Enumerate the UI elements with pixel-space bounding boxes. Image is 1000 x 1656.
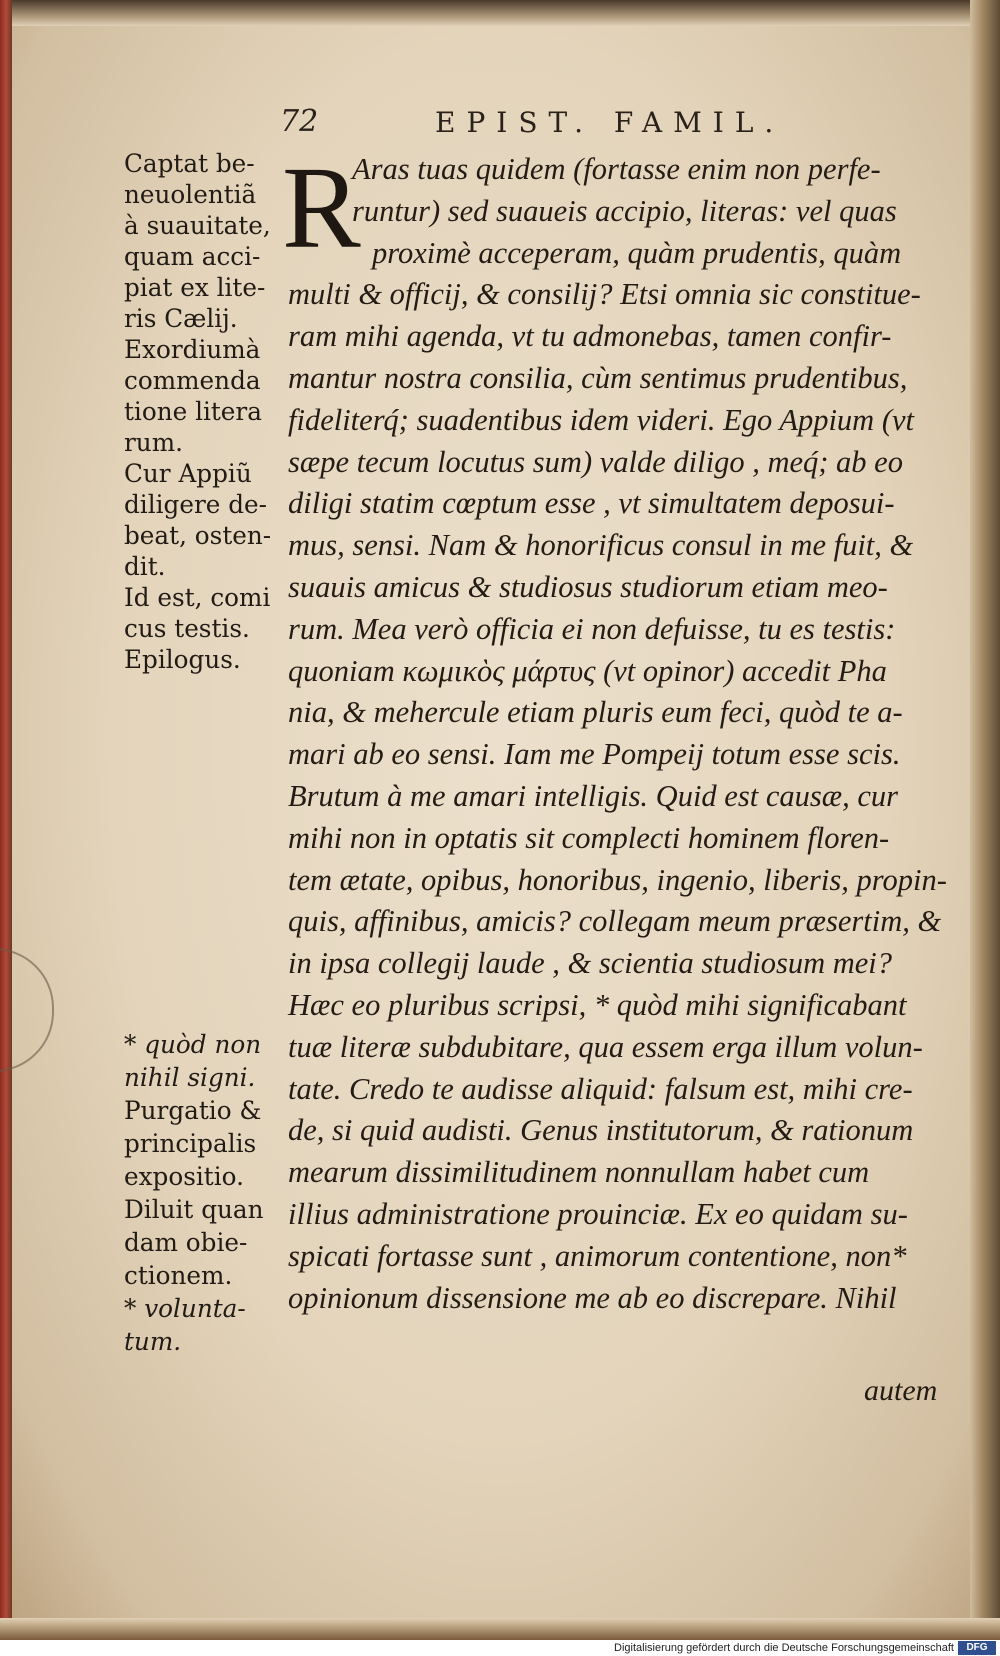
text-line: runtur) sed suaueis accipio, literas: vel quas bbox=[352, 193, 897, 228]
page-number: 72 bbox=[280, 104, 319, 139]
text-line: Hæc eo pluribus scripsi, * quòd mihi significabant bbox=[288, 988, 907, 1022]
page-clasp-shadow bbox=[0, 948, 54, 1072]
marginal-note-line: Cur Appiũ bbox=[124, 459, 252, 488]
marginal-note-line: piat ex lite- bbox=[124, 273, 266, 302]
text-line: sæpe tecum locutus sum) valde diligo , meq́; ab eo bbox=[288, 444, 903, 479]
text-line: rum. Mea verò officia ei non defuisse, tu es testis: bbox=[288, 611, 896, 646]
catchword: autem bbox=[864, 1374, 938, 1407]
marginal-note-line: ris Cælij. bbox=[124, 304, 238, 333]
marginal-note-line: neuolentiã bbox=[124, 180, 257, 209]
marginal-note-line: principalis bbox=[124, 1129, 257, 1158]
text-line: mari ab eo sensi. Iam me Pompeij totum esse scis. bbox=[288, 737, 901, 772]
marginal-note-line: cus testis. bbox=[124, 614, 250, 643]
text-line: de, si quid audisti. Genus institutorum, & rationum bbox=[288, 1113, 914, 1148]
text-line: opinionum dissensione me ab eo discrepare. Nihil bbox=[288, 1280, 897, 1315]
marginal-note-line: * quòd non bbox=[124, 1030, 262, 1059]
text-line: ram mihi agenda, vt tu admonebas, tamen confir- bbox=[288, 319, 892, 354]
marginal-note-line: Purgatio & bbox=[124, 1096, 262, 1125]
marginal-note-line: tione litera bbox=[124, 397, 262, 426]
dfg-logo-icon: DFG bbox=[958, 1641, 996, 1655]
page-bottom-edge bbox=[0, 1618, 1000, 1640]
marginal-note-line: tum. bbox=[124, 1327, 182, 1356]
text-line: in ipsa collegij laude , & scientia studiosum mei? bbox=[288, 946, 893, 981]
marginal-note-line: expositio. bbox=[124, 1162, 244, 1191]
text-line: tate. Credo te audisse aliquid: falsum est, mihi cre- bbox=[288, 1071, 913, 1106]
text-line: tuæ literæ subdubitare, qua essem erga illum volun- bbox=[288, 1029, 923, 1064]
text-line: multi & officij, & consilij? Etsi omnia sic constitue- bbox=[288, 277, 921, 312]
text-line: suauis amicus & studiosus studiorum etiam meo- bbox=[288, 570, 888, 604]
text-line: mus, sensi. Nam & honorificus consul in me fuit, & bbox=[288, 528, 914, 563]
marginal-note-line: Diluit quan bbox=[124, 1195, 264, 1224]
marginal-note-line: Captat be- bbox=[124, 149, 255, 178]
marginal-note-line: quam acci- bbox=[124, 242, 261, 271]
text-line: tem ætate, opibus, honoribus, ingenio, liberis, propin- bbox=[288, 862, 947, 897]
text-line: illius administratione prouinciæ. Ex eo quidam su- bbox=[288, 1197, 908, 1231]
page-fore-edge bbox=[970, 0, 1000, 1640]
marginal-note-line: beat, osten- bbox=[124, 521, 272, 550]
marginal-note-line: nihil signi. bbox=[124, 1063, 256, 1092]
marginal-note-line: * volunta- bbox=[124, 1294, 246, 1323]
page-top-edge bbox=[0, 0, 1000, 26]
marginal-note-line: à suauitate, bbox=[124, 211, 271, 240]
marginal-note-line: rum. bbox=[124, 428, 184, 457]
marginal-note-line: Id est, comi bbox=[124, 583, 271, 612]
text-line: Brutum à me amari intelligis. Quid est causæ, cur bbox=[288, 779, 898, 813]
marginal-note-line: dit. bbox=[124, 552, 166, 581]
text-line: quoniam κωμικὸς μάρτυς (vt opinor) accedit Pha bbox=[288, 653, 887, 688]
marginal-note-line: dam obie- bbox=[124, 1228, 248, 1257]
text-line: mihi non in optatis sit complecti hominem floren- bbox=[288, 820, 890, 855]
text-line: diligi statim cœptum esse , vt simultatem deposui- bbox=[288, 486, 895, 521]
text-line: mearum dissimilitudinem nonnullam habet cum bbox=[288, 1155, 870, 1190]
marginal-note-line: Exordiumà bbox=[124, 335, 261, 364]
running-header bbox=[280, 104, 880, 154]
page-binding-edge bbox=[0, 0, 12, 1640]
text-line: nia, & mehercule etiam pluris eum feci, quòd te a- bbox=[288, 695, 903, 730]
text-line: proximè acceperam, quàm prudentis, quàm bbox=[372, 235, 902, 270]
marginal-note-line: commenda bbox=[124, 366, 261, 395]
marginal-note-line: ctionem. bbox=[124, 1261, 233, 1290]
drop-capital: R bbox=[282, 142, 361, 273]
text-line: fideliterq́; suadentibus idem videri. Ego Appium (vt bbox=[288, 402, 914, 437]
text-line: quis, affinibus, amicis? collegam meum præsertim, & bbox=[288, 904, 942, 939]
text-line: spicati fortasse sunt , animorum contentione, non* bbox=[288, 1238, 907, 1273]
text-line: Aras tuas quidem (fortasse enim non perfe- bbox=[352, 152, 881, 186]
marginal-notes-bottom bbox=[124, 1028, 284, 1358]
text-line: mantur nostra consilia, cùm sentimus prudentibus, bbox=[288, 361, 908, 395]
running-head-title: EPIST. FAMIL. bbox=[435, 106, 785, 139]
marginal-note-line: Epilogus. bbox=[124, 645, 241, 674]
marginal-notes-top bbox=[124, 148, 284, 675]
marginal-note-line: diligere de- bbox=[124, 490, 267, 519]
footer-credit: Digitalisierung gefördert durch die Deutsche Forschungsgemeinschaft bbox=[614, 1642, 954, 1654]
